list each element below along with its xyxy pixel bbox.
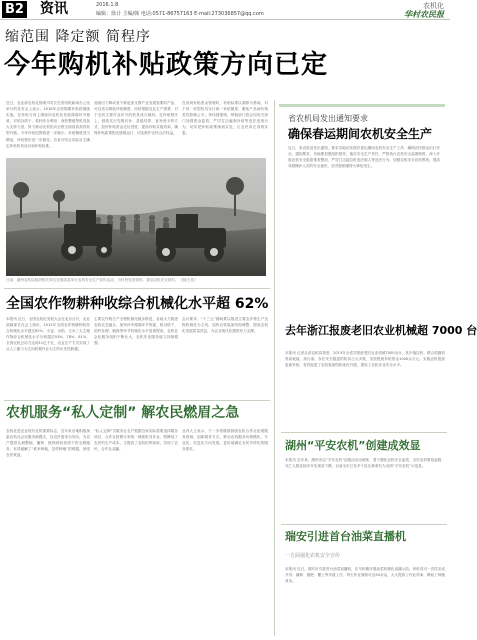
article-a-body-col1: 本报讯 近日，全国农机化发展大会在北京召开，农业部副部长在会上指出，2015年全国农作物耕种收综合机械化水平超过62%，小麦、水稻、玉米三大主粮作物综合机械化水平分别超过93%、78%、81%，全国农机总动力达到11亿千瓦，农业生产方式实现了从人工畜力为主向机械作业为主的历史性跨越。: [6, 317, 90, 352]
article-b-headline: 农机服务“私人定制” 解农民燃眉之急: [6, 405, 240, 421]
notice-kicker: 省农机局发出通知要求: [288, 114, 368, 123]
brand-tagline: 农机化: [423, 2, 444, 10]
story3-headline: 湖州“平安农机”创建成效显: [285, 439, 421, 452]
story4-body: 本报讯 近日，瑞安市引进首台油菜直播机，在马屿镇开展油菜机械化直播示范。该机具可一次性完成开沟、播种、施肥、覆土等多道工序，每天作业面积可达50余亩，大大提高了作业效率，降低了种植成本。: [285, 567, 445, 584]
section-name: 资讯: [40, 1, 68, 17]
lead-body-col2: 他指出下降或者不要追加支撑产业发展需要的产品，可以适当降低补贴额度，同时根据农业生产需要，对于农机主要作业环节的机具适当倾斜。在补贴程序上，鼓励实行先购后补、县级结算、直补到卡的方式，加快补贴资金兑付进度，提高补贴实施效率，确保补贴政策阳光透明运行，切实维护农民合法权益。: [94, 101, 178, 136]
page-number: B2: [2, 1, 27, 18]
column-divider: [274, 100, 275, 636]
notice-title: 确保春运期间农机安全生产: [288, 127, 433, 141]
notice-box: [279, 104, 445, 314]
lead-body-col3: 在谈到补贴资金管理时，补贴标准以测算为基础，对于同一类型机具实行统一补贴额度，避免产品间价格差异影响公平。李伟国强调，纳税部门将会同有关部门加强资金监管，严厉打击骗套补贴等违法违规行为，切实把补贴政策落到实处，让农民真正得到实惠。: [182, 101, 268, 136]
photo-caption: 日前，湖州农机局组织相关单位在德清县举行农机安全生产宣传活动，为村民发放资料，普及农机安全常识。（图/王浩）: [6, 278, 198, 282]
editor-contacts: 编辑：徐计 主编/韩 电话:0571-86757163 E-mail:273036857@qq.com: [96, 11, 264, 17]
notice-body: 近日，省农机局发出通知，要求各地切实做好春运期间农机安全生产工作，确保农民群众出行安全。通知要求，各地要加强组织领导，落实安全生产责任，严格执行农机安全监理制度，深入开展农机安全隐患排查整治，严厉打击拖拉机违法载人等违法行为，加强农机安全宣传教育，提高驾驶操作人员的安全意识，坚决遏制重特大事故发生。: [288, 146, 440, 169]
story2-body: 本报讯 记者从省农机局获悉，2015年全省共报废老旧农业机械7000余台，其中拖拉机、联合收割机等高耗能、高污染、存在安全隐患的机具占大多数，发放报废补贴资金1000余万元。实施农机报废更新补贴，有效促进了农机装备结构优化升级，提高了农机作业安全水平。: [285, 351, 445, 368]
article-b-body-col1: 农机化是农业现代化的重要标志，近年来各地积极探索农机社会化服务新模式，以农民需求为导向，为农户提供从耕整地、播种、植保到收获烘干的全程服务，有效破解了“谁来种地、怎样种地”的难题，深受农民欢迎。: [6, 429, 90, 458]
story4-headline: 瑞安引进首台油菜直播机: [285, 530, 406, 543]
article-b-body-col3: 业内人士表示，下一步将继续鼓励农机合作社拓展服务领域、创新服务方式，推动农机服务向规模化、专业化、信息化方向发展，更好地满足农民多样化的服务需求。: [182, 429, 268, 452]
section-divider: [4, 288, 270, 289]
brand-logo: 华村农民报: [404, 9, 444, 19]
article-a-body-col3: 会议要求，“十三五”期间要以推进主要农作物生产全程机械化为主线，加快农机装备结构调整，提高农机化发展质量效益，为农业现代化提供有力支撑。: [182, 317, 268, 334]
lead-headline: 今年购机补贴政策方向已定: [4, 50, 329, 80]
section-divider: [281, 524, 447, 525]
masthead: [0, 0, 450, 20]
lead-kicker: 缩范围 降定额 简程序: [5, 29, 151, 45]
news-photo: [6, 158, 266, 276]
story2-headline: 去年浙江报废老旧农业机械超 7000 台: [285, 324, 477, 337]
section-divider: [281, 432, 447, 433]
article-b-body-col2: “私人定制”式服务让农户根据自家实际需要选择服务项目，合作社按照订单统一调度机具作业，既降低了农民的生产成本，又提高了农机的利用率，实现了农民、合作社双赢。: [94, 429, 178, 452]
lead-body-col1: 近日，农业部农机化管理司司长在国务院新闻办公室举行的发布会上表示，2016年农机购置补贴将继续实施，在补贴方向上继续向农机化发展薄弱环节倾斜，对稻谷烘干、秸秆综合利用、深松整地等机具加大支持力度，努力推动农机化向全程全面高质高效转型升级。今年补贴范围将进一步缩小，补贴额度适当降低，补贴程序进一步简化，各省可结合实际自主确定补贴机具品目和补贴标准。: [6, 101, 90, 148]
article-a-headline: 全国农作物耕种收综合机械化水平超 62%: [6, 296, 269, 312]
section-divider: [4, 400, 270, 401]
story3-body: 本报讯 近年来，湖州市以“平安农机”创建活动为载体，着力强化农机安全监管，全市农机事故起数、死亡人数连续多年实现双下降，目前全市已有多个县区被命名为全国“平安农机”示范县。: [285, 458, 445, 469]
article-a-body-col2: 主要农作物生产全程机械化稳步推进，各地大力推进农机农艺融合，加快补齐薄弱环节短板，稻谷烘干、秸秆处理、植保等环节机械化水平显著提高，农机社会化服务组织不断壮大，农机作业服务能力持续增强。: [94, 317, 178, 346]
story4-subtitle: 一方面强化农机安全宣传: [285, 553, 341, 559]
issue-date: 2016.1.8: [96, 2, 119, 8]
